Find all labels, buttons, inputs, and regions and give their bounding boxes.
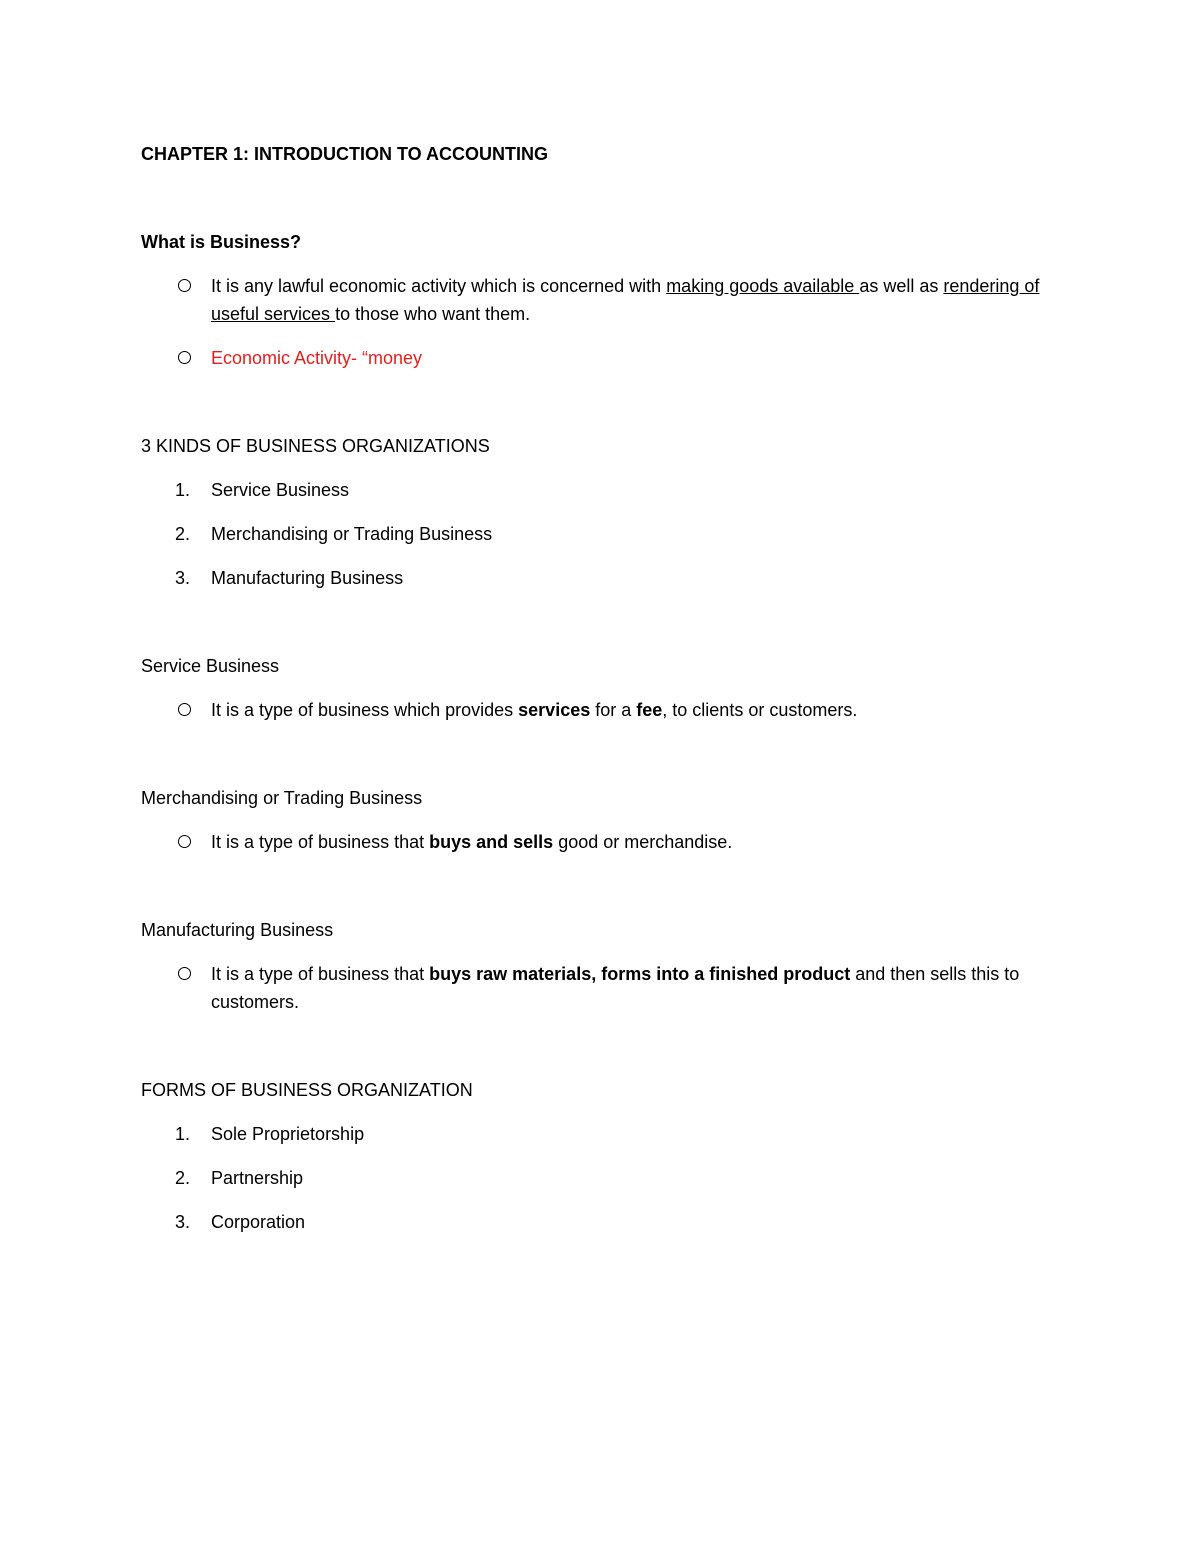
document-content [141,140,1061,1252]
list-number: 1. [175,480,191,500]
bold-text: fee [636,700,663,720]
text-run: , to clients or customers. [662,700,858,720]
text-run: and then sells this to customers. [211,964,1020,1012]
list-item [141,344,1061,372]
list-item [141,520,1061,548]
service-heading: Service Business [141,656,280,676]
manuf-heading: Manufacturing Business [141,920,334,940]
forms-section [141,1076,1061,1236]
bullet-text [211,832,732,852]
list-item [141,696,1061,724]
bold-text: buys raw materials, forms into a finished product [429,964,851,984]
bullet-text [211,700,857,720]
forms-heading: FORMS OF BUSINESS ORGANIZATION [141,1080,473,1100]
list-item-label: Merchandising or Trading Business [211,524,493,544]
text-run: It is any lawful economic activity which is concerned with [211,276,667,296]
merch-heading: Merchandising or Trading Business [141,788,423,808]
list-item-label: Sole Proprietorship [211,1124,365,1144]
text-run: for a [590,700,637,720]
underlined-text: rendering of useful services [211,276,1040,324]
list-item [141,1164,1061,1192]
text-run: It is a type of business which provides [211,700,519,720]
list-item [141,960,1061,1016]
text-run: It is a type of business that [211,964,430,984]
list-item-label: Service Business [211,480,350,500]
bold-text: buys and sells [429,832,554,852]
list-item [141,1120,1061,1148]
list-item [141,476,1061,504]
economic-activity-note: Economic Activity- “money [211,348,423,368]
text-run: as well as [859,276,944,296]
service-section [141,652,1061,724]
list-item-label: Manufacturing Business [211,568,404,588]
text-run: to those who want them. [335,304,531,324]
list-number: 2. [175,524,191,544]
what-is-business-heading: What is Business? [141,232,302,252]
list-item [141,272,1061,328]
list-item [141,828,1061,856]
chapter-title: CHAPTER 1: INTRODUCTION TO ACCOUNTING [141,144,548,164]
list-number: 2. [175,1168,191,1188]
merch-section [141,784,1061,856]
list-number: 1. [175,1124,191,1144]
hollow-circle-bullet-icon [178,279,191,292]
hollow-circle-bullet-icon [178,835,191,848]
kinds-section [141,432,1061,592]
text-run: good or merchandise. [553,832,733,852]
list-number: 3. [175,1212,191,1232]
kinds-heading: 3 KINDS OF BUSINESS ORGANIZATIONS [141,436,490,456]
bullet-text [211,964,1019,1012]
list-item-label: Corporation [211,1212,306,1232]
list-item-label: Partnership [211,1168,304,1188]
bold-text: services [518,700,591,720]
list-number: 3. [175,568,191,588]
manuf-section [141,916,1061,1016]
underlined-text: making goods available [666,276,860,296]
text-run: It is a type of business that [211,832,430,852]
hollow-circle-bullet-icon [178,967,191,980]
hollow-circle-bullet-icon [178,351,191,364]
bullet-text [211,276,1039,324]
list-item [141,1208,1061,1236]
hollow-circle-bullet-icon [178,703,191,716]
list-item [141,564,1061,592]
